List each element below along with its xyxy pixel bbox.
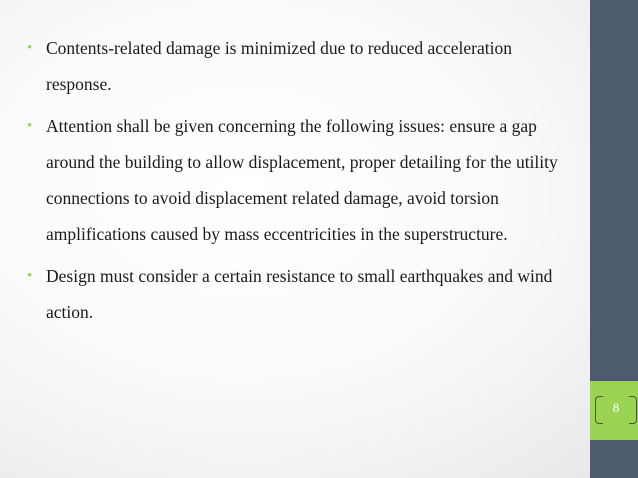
bullet-item	[27, 258, 572, 330]
bullet-text: Attention shall be given concerning the following issues: ensure a gap around the building to allow displacement, proper detailing for the utility connections to avoid displacement related damage, avoid torsion amplifications caused by mass eccentricities in the superstructure.	[46, 116, 558, 244]
left-bracket-icon	[595, 396, 603, 424]
bullet-list	[27, 30, 572, 336]
page-number: 8	[612, 400, 620, 415]
bullet-text: Contents-related damage is minimized due to reduced acceleration response.	[46, 38, 512, 94]
bullet-text: Design must consider a certain resistance to small earthquakes and wind action.	[46, 266, 553, 322]
page-number-box	[590, 381, 638, 440]
right-bracket-icon	[629, 396, 637, 424]
bullet-marker: •	[27, 118, 33, 134]
bullet-marker: •	[27, 40, 33, 56]
bullet-marker: •	[27, 268, 33, 284]
bullet-item	[27, 108, 572, 252]
bullet-item	[27, 30, 572, 102]
